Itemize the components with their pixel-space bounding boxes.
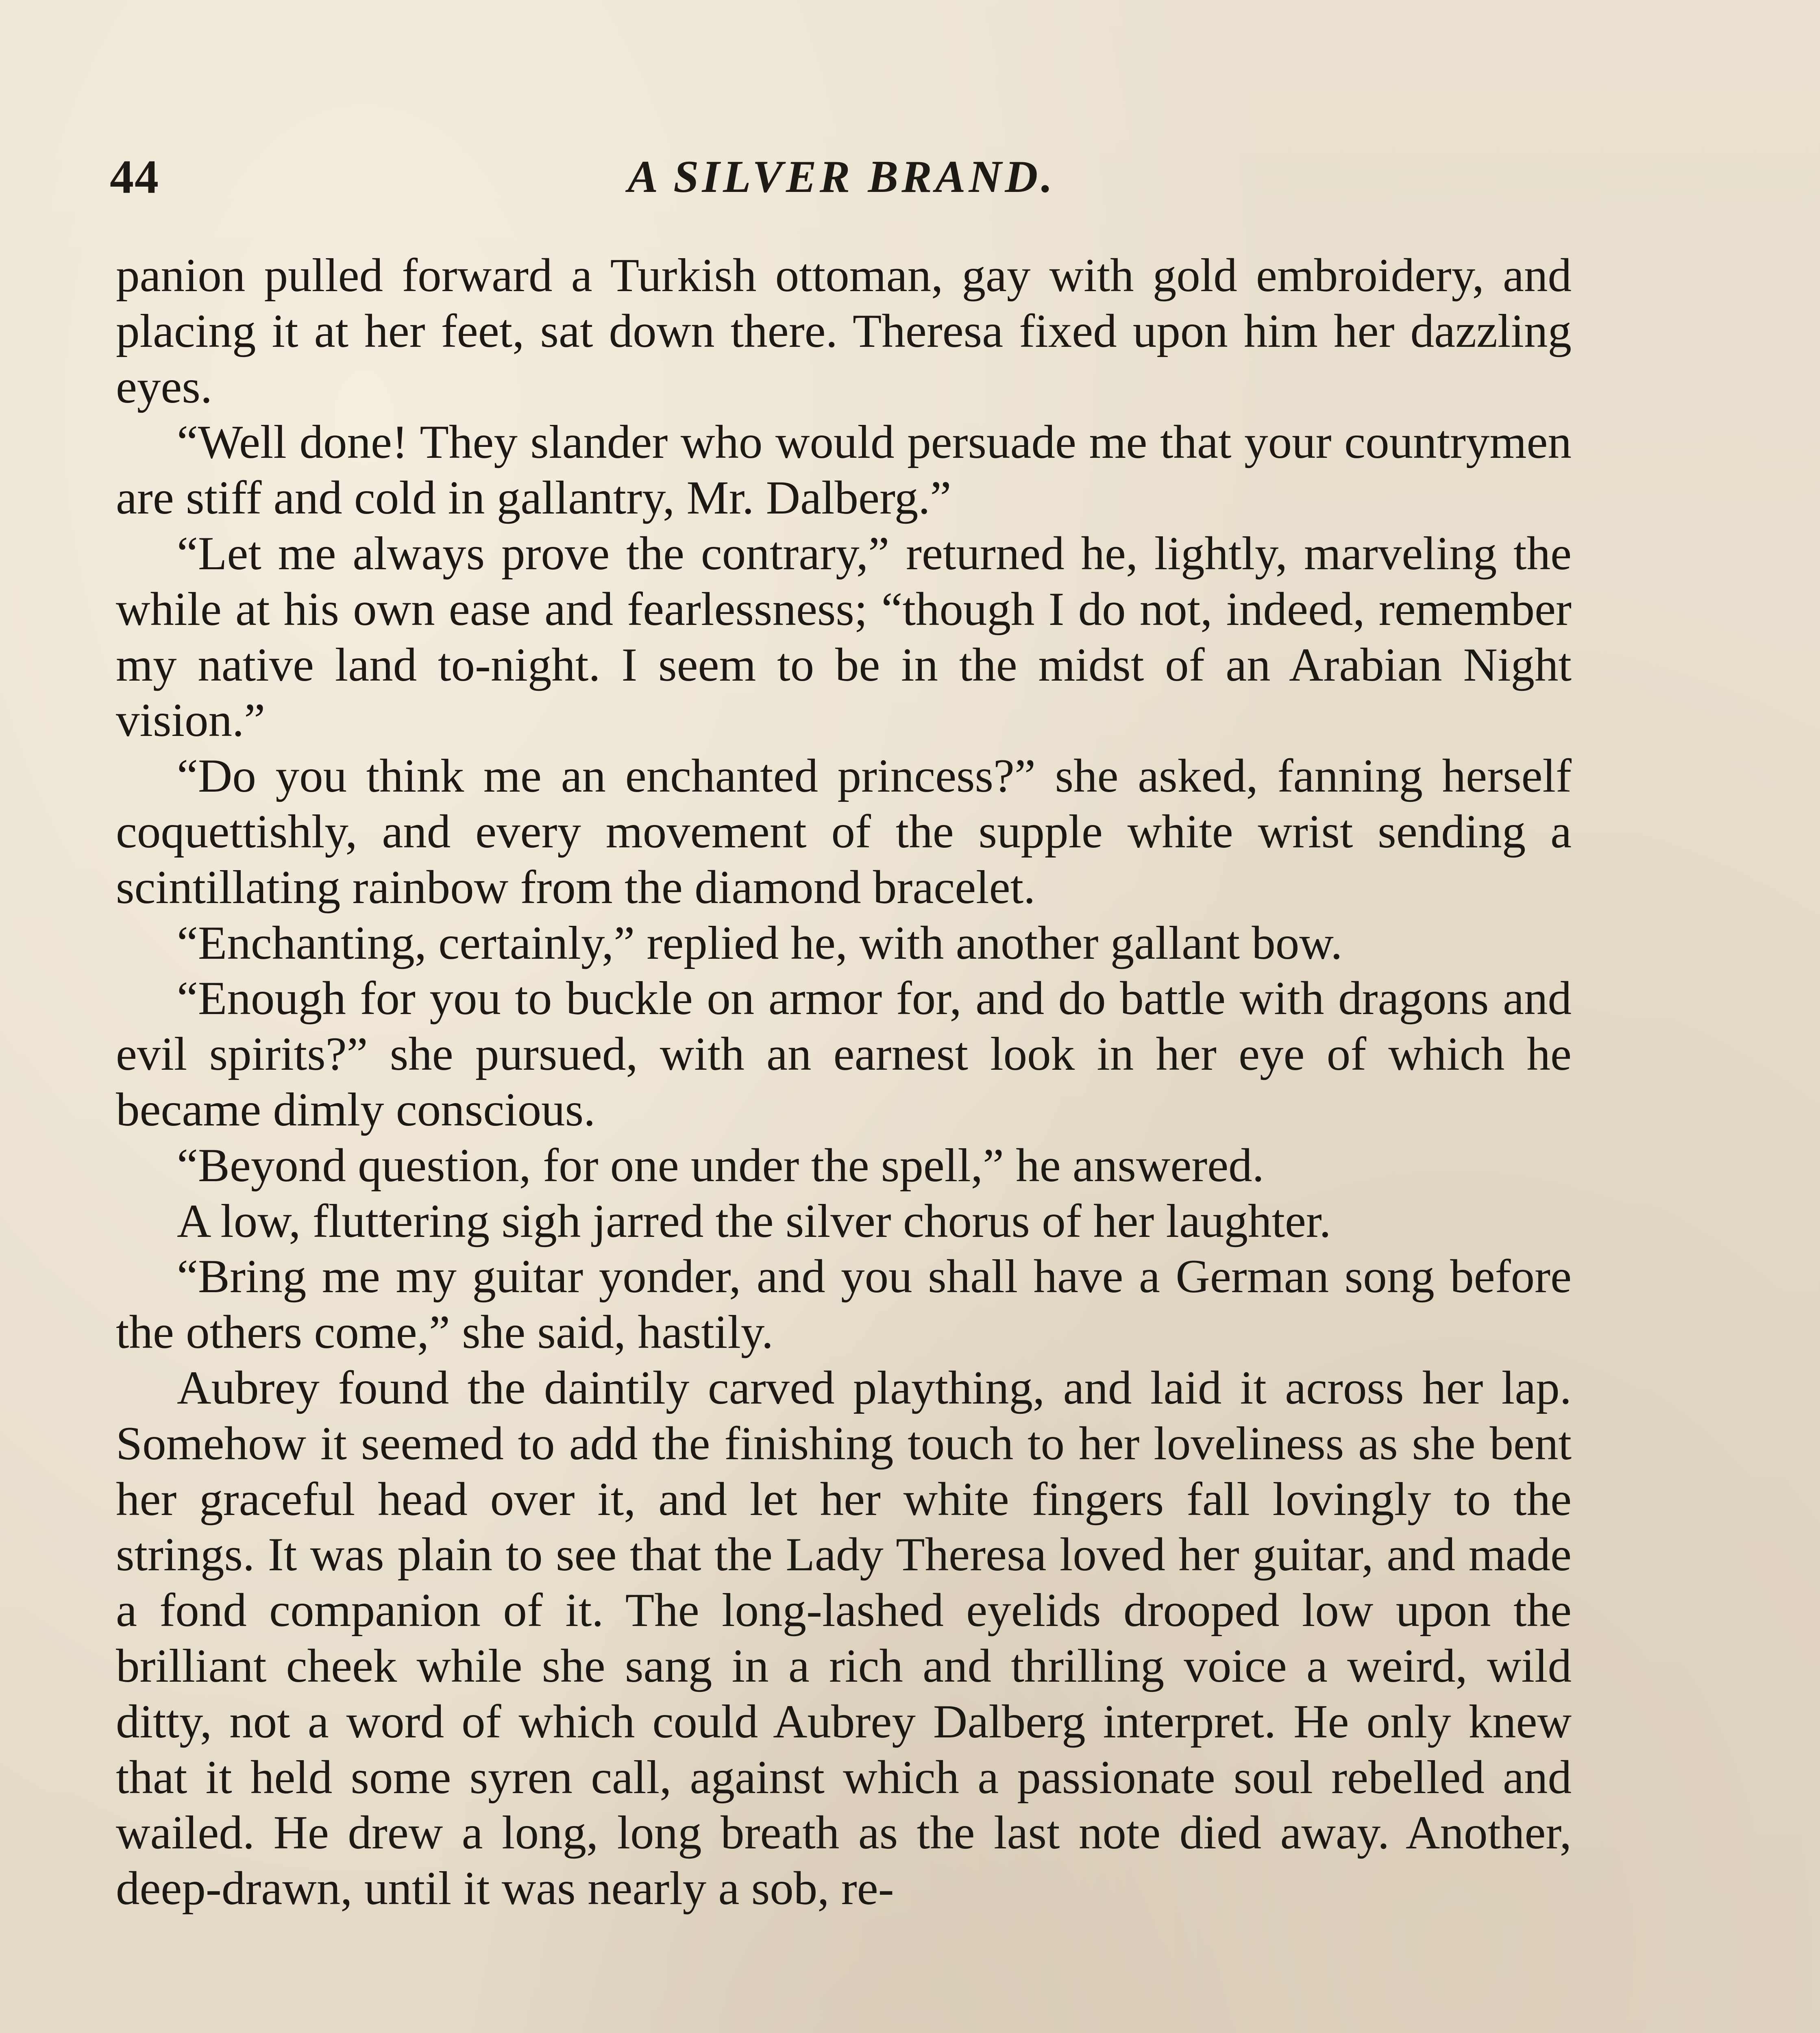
paragraph: “Enough for you to buckle on armor for, and do battle with dragons and evil spirits?” she pursued, with an earnest look in her eye of which he became dimly conscious. <box>116 972 1572 1136</box>
paragraph: “Enchanting, certainly,” replied he, with another gallant bow. <box>177 916 1343 969</box>
paragraph: panion pulled forward a Turkish ottoman, gay with gold embroidery, and placing it at her feet, sat down there. Theresa fixed upon him her dazzling eyes. <box>116 249 1572 413</box>
paragraph: Aubrey found the daintily carved plaything, and laid it across her lap. Somehow it seemed to add the finishing touch to her loveliness as she bent her graceful head over it, and let her white fingers fall lovingly to the strings. It was plain to see that the Lady Theresa loved her guitar, and made a fond companion of it. The long-lashed eyelids drooped low upon the brilliant cheek while she sang in a rich and thrilling voice a weird, wild ditty, not a word of which could Aubrey Dalberg interpret. He only knew that it held some syren call, against which a passionate soul rebelled and wailed. He drew a long, long breath as the last note died away. Another, deep-drawn, until it was nearly a sob, re- <box>116 1361 1572 1915</box>
paragraph: “Beyond question, for one under the spell,” he answered. <box>177 1139 1264 1192</box>
page-number: 44 <box>110 150 159 203</box>
running-title: A SILVER BRAND. <box>627 152 1056 202</box>
page-header <box>110 144 1574 209</box>
paragraph: “Well done! They slander who would persuade me that your countrymen are stiff and cold in gallantry, Mr. Dalberg.” <box>116 416 1572 525</box>
paragraph: A low, fluttering sigh jarred the silver chorus of her laughter. <box>177 1195 1331 1247</box>
paragraph: “Let me always prove the contrary,” returned he, lightly, marveling the while at his own ease and fearlessness; “though I do not, indeed, remember my native land to-night. I seem to be in the midst of an Arabian Night vision.” <box>116 527 1572 747</box>
body-text <box>116 248 1572 1917</box>
paragraph: “Do you think me an enchanted princess?” she asked, fanning herself coquettishly, and every movement of the supple white wrist sending a scintillating rainbow from the diamond bracelet. <box>116 750 1572 914</box>
paragraph: “Bring me my guitar yonder, and you shall have a German song before the others come,” she said, hastily. <box>116 1250 1572 1359</box>
